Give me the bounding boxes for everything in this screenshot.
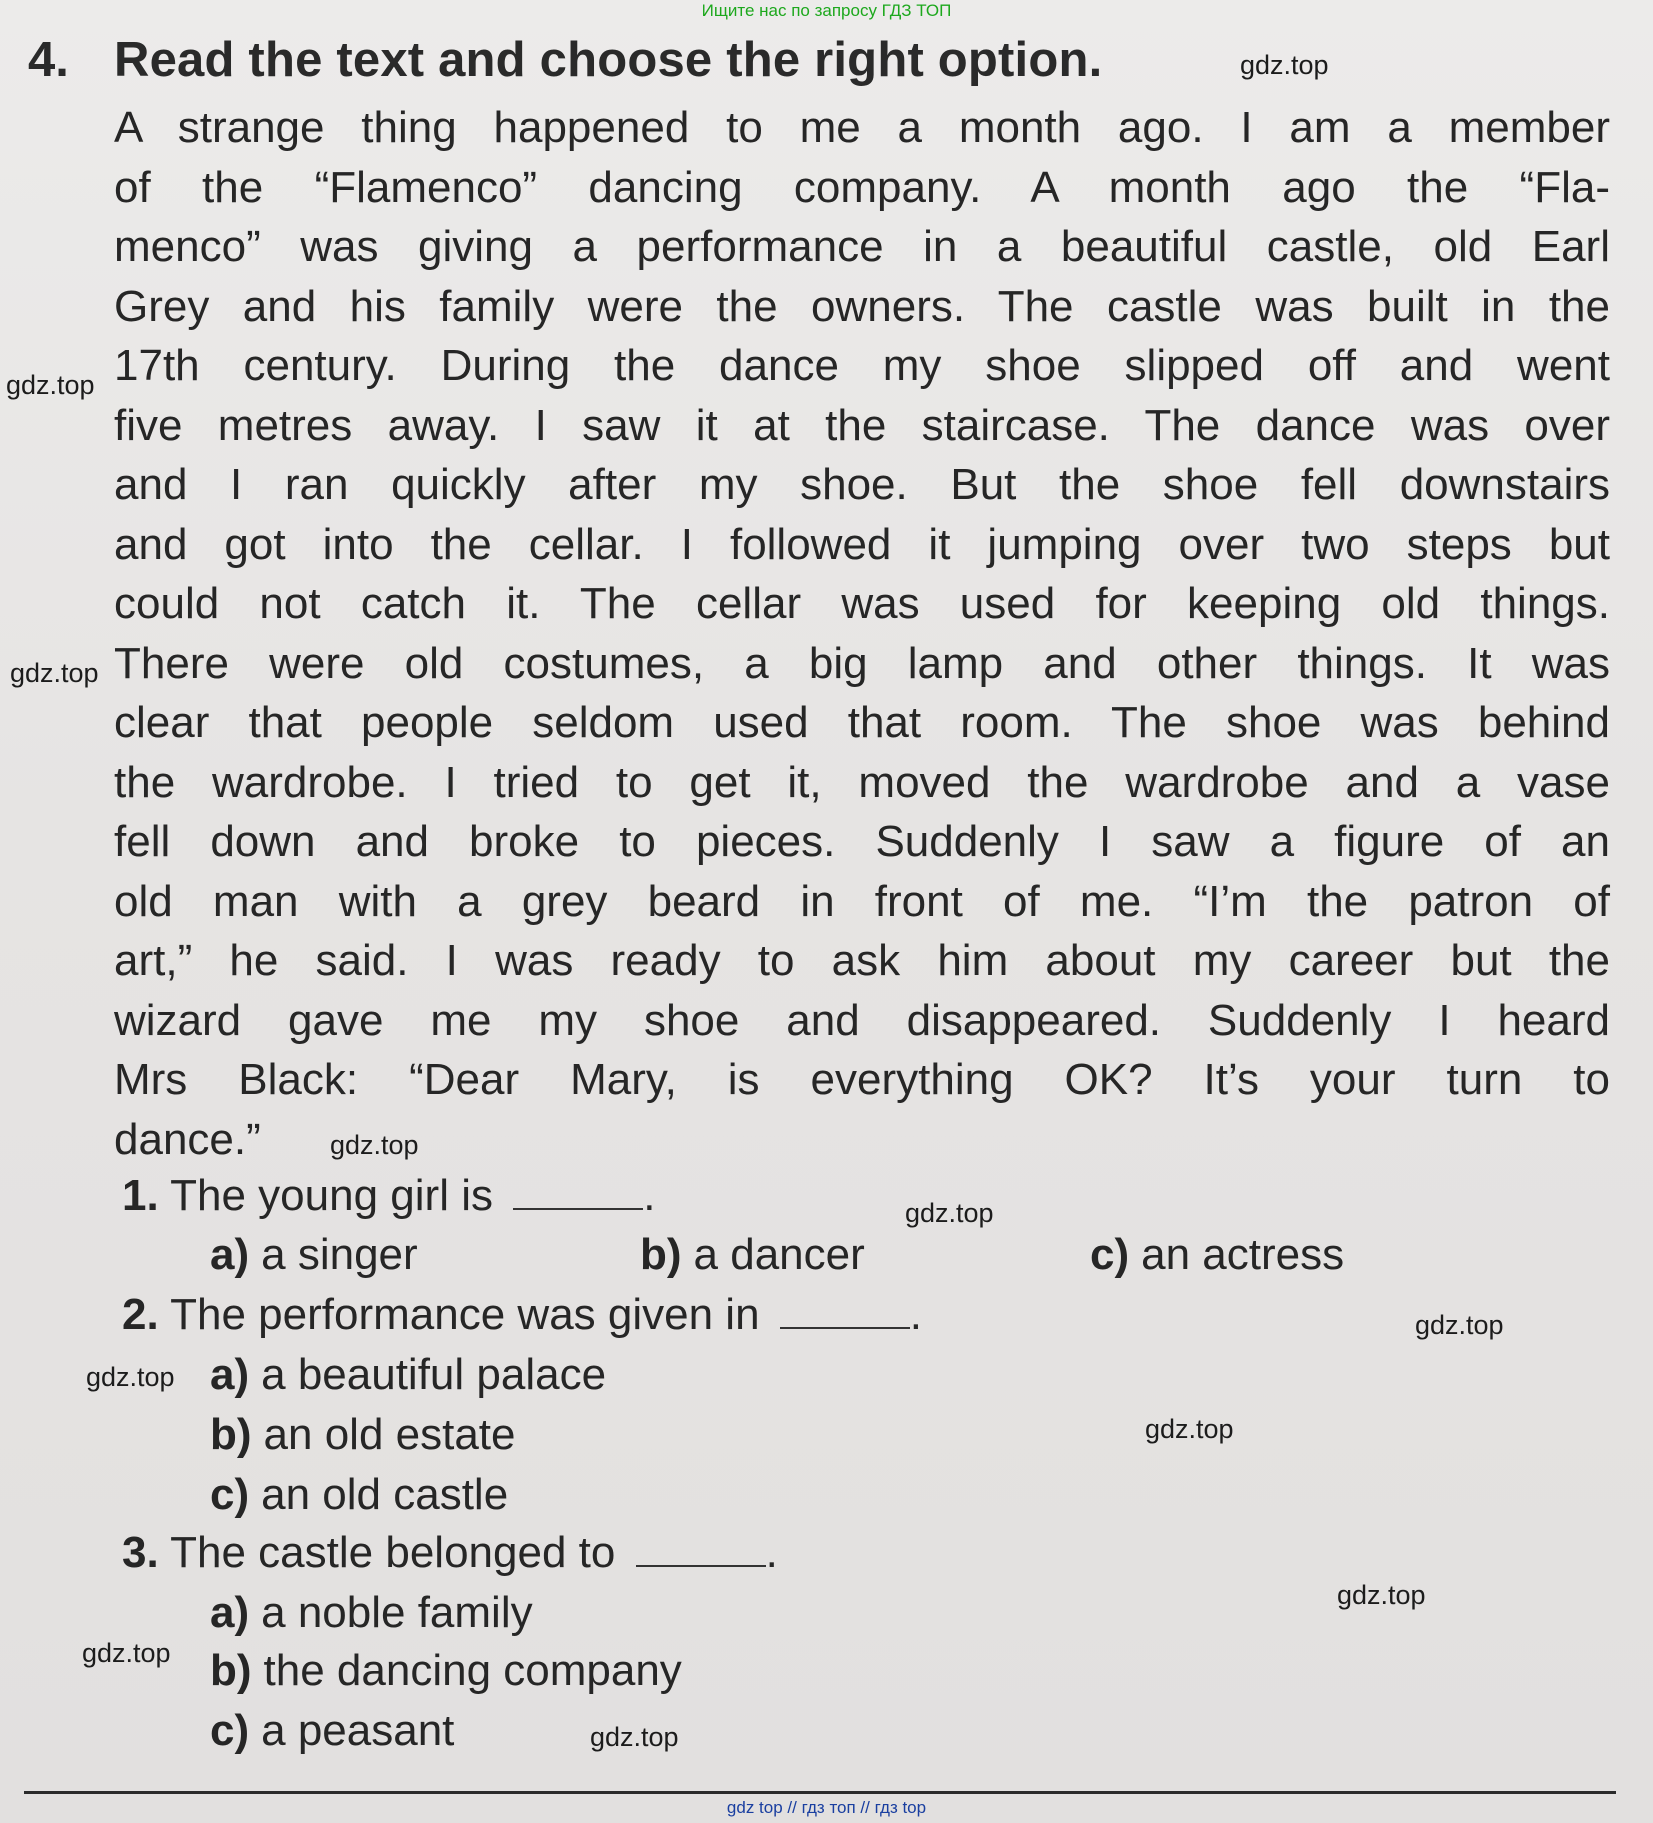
option-text: the dancing company <box>263 1646 682 1695</box>
option-text: an old castle <box>261 1470 509 1519</box>
question-number: 3. <box>122 1528 159 1577</box>
option-3b[interactable] <box>210 1646 682 1696</box>
option-1a[interactable] <box>210 1230 418 1280</box>
question-end: . <box>643 1171 656 1220</box>
option-letter: b) <box>640 1230 682 1279</box>
question-text: The performance was given in <box>170 1290 760 1339</box>
footer: gdz top // гдз топ // гдз top <box>726 1798 927 1817</box>
option-letter: a) <box>210 1230 250 1279</box>
question-3 <box>122 1528 778 1578</box>
passage-line: five metres away. I saw it at the staircase. The dance was over <box>114 400 1610 450</box>
passage-line: and got into the cellar. I followed it jumping over two steps but <box>114 519 1610 569</box>
passage-line: art,” he said. I was ready to ask him about my career but the <box>114 936 1610 985</box>
option-2b[interactable] <box>210 1410 516 1460</box>
option-text: a singer <box>261 1230 418 1279</box>
passage-line: 17th century. During the dance my shoe slipped off and went <box>114 341 1610 390</box>
top-banner: Ищите нас по запросу ГДЗ ТОП <box>701 1 952 20</box>
watermark: gdz.top <box>1145 1414 1234 1444</box>
passage-line: Grey and his family were the owners. The castle was built in the <box>114 281 1610 331</box>
passage-line: and I ran quickly after my shoe. But the shoe fell downstairs <box>114 460 1610 509</box>
option-letter: a) <box>210 1588 250 1637</box>
option-text: an actress <box>1141 1230 1345 1279</box>
option-letter: c) <box>210 1470 250 1519</box>
watermark: gdz.top <box>905 1198 994 1228</box>
passage-line: A strange thing happened to me a month ago. I am a member <box>114 103 1610 152</box>
option-letter: c) <box>210 1706 250 1755</box>
passage-line: fell down and broke to pieces. Suddenly I saw a figure of an <box>114 817 1610 866</box>
passage-line: could not catch it. The cellar was used for keeping old things. <box>114 579 1610 628</box>
watermark: gdz.top <box>86 1362 175 1392</box>
watermark: gdz.top <box>82 1638 171 1668</box>
passage-line: clear that people seldom used that room. The shoe was behind <box>114 698 1610 747</box>
task-number: 4. <box>28 33 69 87</box>
watermark: gdz.top <box>330 1130 419 1160</box>
watermark: gdz.top <box>10 658 99 688</box>
option-text: a dancer <box>693 1230 865 1279</box>
option-1b[interactable] <box>640 1230 865 1280</box>
answer-blank[interactable] <box>780 1297 910 1329</box>
option-3c[interactable] <box>210 1706 454 1756</box>
question-1 <box>122 1171 655 1221</box>
option-text: a noble family <box>261 1588 533 1637</box>
option-2a[interactable] <box>210 1350 606 1400</box>
option-letter: b) <box>210 1646 252 1695</box>
answer-blank[interactable] <box>513 1178 643 1210</box>
option-letter: c) <box>1090 1230 1130 1279</box>
task-title: Read the text and choose the right option. <box>114 33 1103 87</box>
question-end: . <box>765 1528 778 1577</box>
option-text: a peasant <box>261 1706 455 1755</box>
passage-line: menco” was giving a performance in a beautiful castle, old Earl <box>114 222 1610 271</box>
option-text: an old estate <box>263 1410 516 1459</box>
passage-line: There were old costumes, a big lamp and other things. It was <box>114 638 1610 688</box>
option-text: a beautiful palace <box>261 1350 607 1399</box>
watermark: gdz.top <box>6 370 95 400</box>
answer-blank[interactable] <box>636 1535 766 1567</box>
passage-line: the wardrobe. I tried to get it, moved the wardrobe and a vase <box>114 757 1610 807</box>
option-letter: a) <box>210 1350 250 1399</box>
option-1c[interactable] <box>1090 1230 1344 1280</box>
watermark: gdz.top <box>1415 1310 1504 1340</box>
question-text: The young girl is <box>170 1171 493 1220</box>
passage-line: old man with a grey beard in front of me. “I’m the patron of <box>114 876 1610 926</box>
passage-line: of the “Flamenco” dancing company. A month ago the “Fla- <box>114 162 1610 212</box>
reading-passage <box>114 98 1614 1169</box>
option-letter: b) <box>210 1410 252 1459</box>
passage-line: dance.” <box>114 1114 261 1164</box>
option-2c[interactable] <box>210 1470 508 1520</box>
question-number: 1. <box>122 1171 159 1220</box>
bottom-rule <box>24 1791 1616 1794</box>
option-3a[interactable] <box>210 1588 533 1638</box>
question-end: . <box>909 1290 923 1339</box>
passage-line: Mrs Black: “Dear Mary, is everything OK? It’s your turn to <box>114 1055 1610 1104</box>
passage-line: wizard gave me my shoe and disappeared. Suddenly I heard <box>114 995 1610 1045</box>
question-text: The castle belonged to <box>170 1528 616 1577</box>
watermark: gdz.top <box>1337 1580 1426 1610</box>
question-number: 2. <box>122 1290 159 1339</box>
watermark: gdz.top <box>590 1722 679 1752</box>
question-2 <box>122 1290 922 1340</box>
watermark: gdz.top <box>1240 50 1329 80</box>
